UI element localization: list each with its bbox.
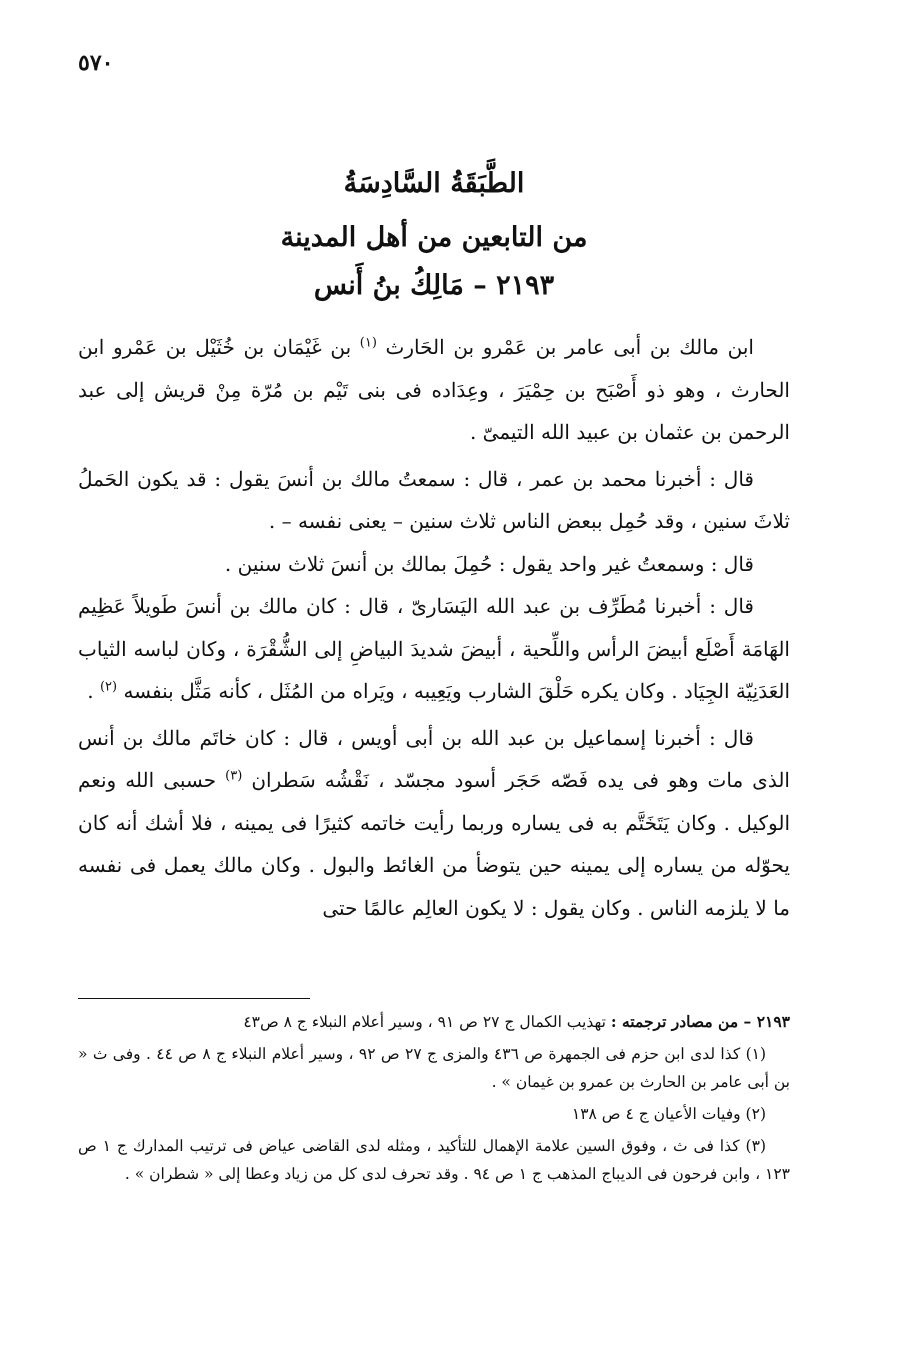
paragraph bbox=[78, 326, 790, 454]
paragraph bbox=[78, 543, 790, 586]
text-run: حسبى الله ونعم الوكيل . وكان يَتَخَتَّم به فى يساره وربما رأيت خاتمه كثيرًا فى يمينه ، فلا أشك أنه كان يحوّله من يساره إلى يمينه حين يتوضأ من الغائط والبول . وكان مالك يعمل فى نفسه ما لا يلزمه الناس . وكان يقول : لا يكون العالِم عالمًا حتى bbox=[78, 768, 790, 920]
section-subtitle: من التابعين من أهل المدينة bbox=[280, 222, 588, 253]
footnote-divider bbox=[78, 998, 310, 999]
text-run: بن غَيْمَان بن خُثَيْل بن عَمْرو ابن الحارث ، وهو ذو أَصْبَح بن حِمْيَرَ ، وعِدَاده فى بنى تَيْم بن مُرّة مِنْ قريش إلى عبد الرحمن بن عثمان بن عبيد الله التيمىّ . bbox=[78, 335, 790, 444]
footnote-mark: (١) bbox=[359, 335, 377, 351]
footnote-3: (٣) كذا فى ث ، وفوق السين علامة الإهمال للتأكيد ، ومثله لدى القاضى عياض فى ترتيب المدارك ج ١ ص ١٢٣ ، وابن فرحون فى الديباج المذهب ج ١ ص ٩٤ . وقد تحرف لدى كل من زياد وعطا إلى « شطران » . bbox=[78, 1137, 790, 1183]
text-run: قال : أخبرنا إسماعيل بن عبد الله بن أبى أويس ، قال : كان خاتَم مالك بن أنس الذى مات وهو فى يده فَصّه حَجَر أسود مجسّد ، نَقْشُه سَطران bbox=[78, 725, 790, 792]
text-run: ابن مالك بن أبى عامر بن عَمْرو بن الحَارث bbox=[376, 335, 754, 359]
paragraph bbox=[78, 458, 790, 543]
entry-title: ٢١٩٣ – مَالِكُ بنُ أَنس bbox=[313, 270, 555, 301]
main-text bbox=[78, 326, 790, 929]
sources-text: تهذيب الكمال ج ٢٧ ص ٩١ ، وسير أعلام النبلاء ج ٨ ص٤٣ bbox=[243, 1013, 611, 1031]
sources-label: ٢١٩٣ – من مصادر ترجمته : bbox=[610, 1012, 790, 1031]
text-run: . bbox=[87, 679, 100, 703]
footnote-mark: (٣) bbox=[225, 768, 243, 784]
footnote-mark: (٢) bbox=[99, 679, 118, 695]
paragraph bbox=[78, 717, 790, 930]
book-page bbox=[78, 40, 790, 1330]
paragraph bbox=[78, 585, 790, 713]
footnotes bbox=[78, 1008, 790, 1192]
text-run: قال : أخبرنا محمد بن عمر ، قال : سمعتُ مالك بن أنسَ يقول : قد يكون الحَملُ ثلاثَ سنين ، وقد حُمِل ببعض الناس ثلاث سنين – يعنى نفسه – . bbox=[78, 466, 790, 533]
page-number: ٥٧٠ bbox=[78, 50, 114, 76]
footnote-2: (٢) وفيات الأعيان ج ٤ ص ١٣٨ bbox=[571, 1105, 766, 1123]
sources-note bbox=[78, 1008, 790, 1036]
footnote-1: (١) كذا لدى ابن حزم فى الجمهرة ص ٤٣٦ والمزى ج ٢٧ ص ٩٢ ، وسير أعلام النبلاء ج ٨ ص ٤٤ . وفى ث « بن أبى عامر بن الحارث بن عمرو بن غيمان » . bbox=[78, 1045, 790, 1091]
text-run: قال : أخبرنا مُطَرِّف بن عبد الله اليَسَارىّ ، قال : كان مالك بن أنسَ طَويلاً عَظِيم الهَامَة أَصْلَع أبيضَ الرأس واللِّحية ، أبيضَ شديدَ البياضِ إلى الشُّقْرَة ، وكان لباسه الثياب العَدَنِيّة الجِيَاد . وكان يكره حَلْقَ الشارب ويَعِيبه ، ويَراه من المُثَل ، كأنه مَثَّل بنفسه bbox=[78, 594, 790, 703]
text-run: قال : وسمعتُ غير واحد يقول : حُمِلَ بمالك بن أنسَ ثلاث سنين . bbox=[224, 551, 754, 576]
section-heading: الطَّبَقَةُ السَّادِسَةُ bbox=[343, 168, 525, 199]
